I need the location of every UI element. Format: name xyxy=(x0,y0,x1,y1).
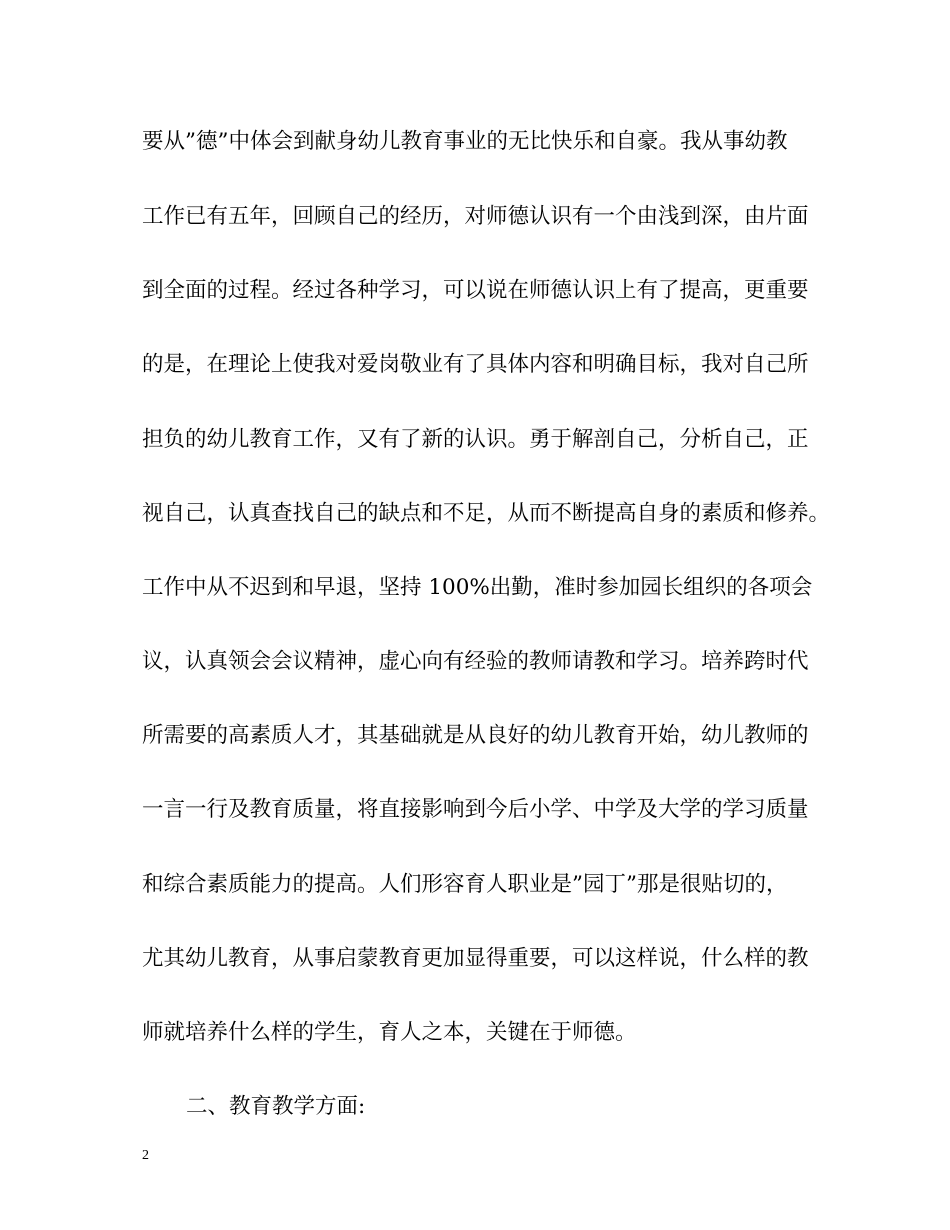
body-text-line: 和综合素质能力的提高。人们形容育人职业是”园丁”那是很贴切的， xyxy=(142,872,788,897)
body-text-line: 工作已有五年，回顾自己的经历，对师德认识有一个由浅到深，由片面 xyxy=(142,204,809,229)
page-number: 2 xyxy=(142,1148,149,1163)
body-text-line: 视自己，认真查找自己的缺点和不足，从而不断提高自身的素质和修养。 xyxy=(142,501,831,526)
section-heading: 二、教育教学方面: xyxy=(186,1094,366,1119)
body-text-line: 议，认真领会会议精神，虚心向有经验的教师请教和学习。培养跨时代 xyxy=(142,649,809,674)
body-text-line: 工作中从不迟到和早退，坚持 100%出勤，准时参加园长组织的各项会 xyxy=(142,575,813,600)
body-text-line: 一言一行及教育质量，将直接影响到今后小学、中学及大学的学习质量 xyxy=(142,797,809,822)
body-text-line: 所需要的高素质人才，其基础就是从良好的幼儿教育开始，幼儿教师的 xyxy=(142,723,809,748)
body-text-line: 担负的幼儿教育工作，又有了新的认识。勇于解剖自己，分析自己，正 xyxy=(142,427,809,452)
body-text-line: 到全面的过程。经过各种学习，可以说在师德认识上有了提高，更重要 xyxy=(142,278,809,303)
body-text-line: 尤其幼儿教育，从事启蒙教育更加显得重要，可以这样说，什么样的教 xyxy=(142,946,809,971)
body-text-line: 要从”德”中体会到献身幼儿教育事业的无比快乐和自豪。我从事幼教 xyxy=(142,129,788,154)
body-text-line: 师就培养什么样的学生，育人之本，关键在于师德。 xyxy=(142,1020,637,1045)
body-text-line: 的是，在理论上使我对爱岗敬业有了具体内容和明确目标，我对自己所 xyxy=(142,352,809,377)
